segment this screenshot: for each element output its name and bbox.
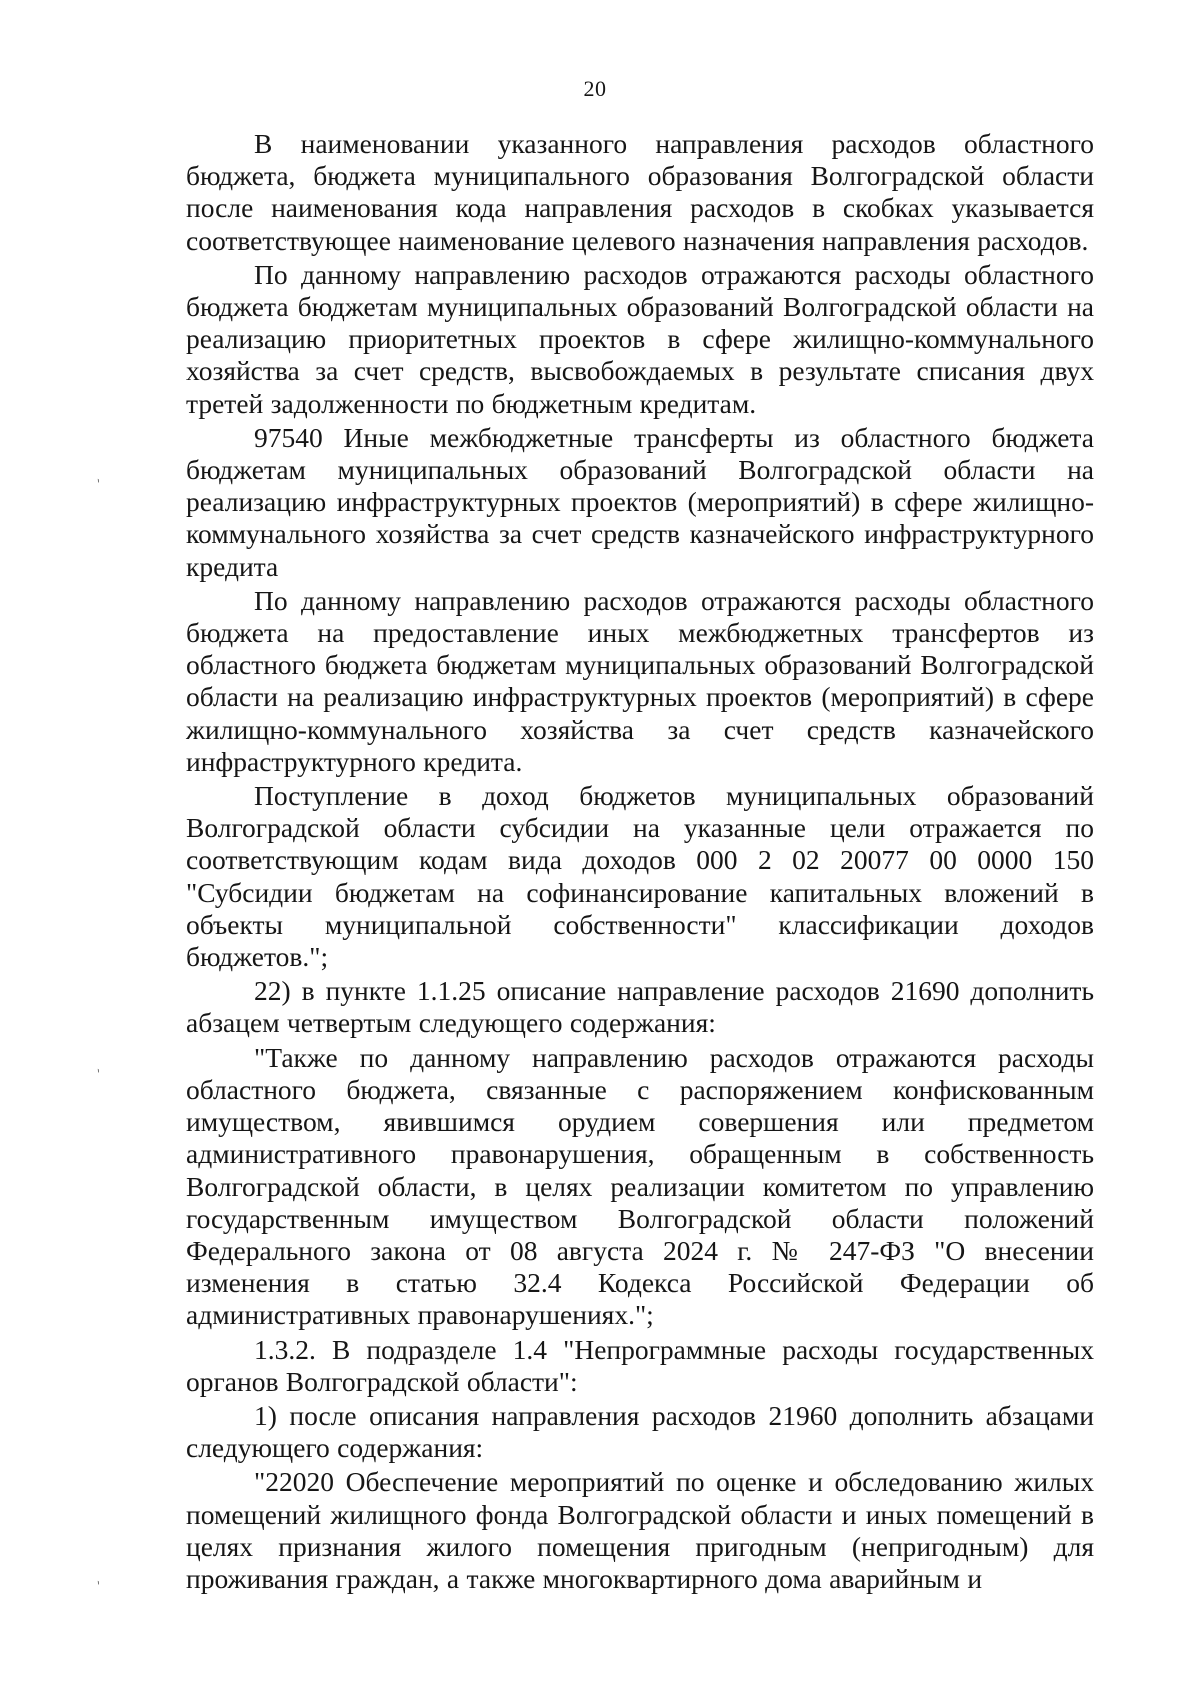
paragraph-7: "Также по данному направлению расходов отражаются расходы областного бюджета, связанные с распоряжением конфискованным имуществом, явившимся орудием совершения или предметом административного правонарушения, обращенным в собственность Волгоградской области, в целях реализации комитетом по управлению государственным имуществом Волгоградской области положений Федерального закона от 08 августа 2024 г. № 247-ФЗ "О внесении изменения в статью 32.4 Кодекса Российской Федерации об административных правонарушениях."; bbox=[186, 1041, 1094, 1331]
paragraph-4: По данному направлению расходов отражаются расходы областного бюджета на предоставление иных межбюджетных трансфертов из областного бюджета бюджетам муниципальных образований Волгоградской области на реализацию инфраструктурных проектов (мероприятий) в сфере жилищно-коммунального хозяйства за счет средств казначейского инфраструктурного кредита. bbox=[186, 584, 1094, 777]
paragraph-5: Поступление в доход бюджетов муниципальных образований Волгоградской области субсидии на указанные цели отражается по соответствующим кодам вида доходов 000 2 02 20077 00 0000 150 "Субсидии бюджетам на софинансирование капитальных вложений в объекты муниципальной собственности" классификации доходов бюджетов."; bbox=[186, 780, 1094, 973]
paragraph-10: "22020 Обеспечение мероприятий по оценке и обследованию жилых помещений жилищного фонда Волгоградской области и иных помещений в целях признания жилого помещения пригодным (непригодным) для проживания граждан, а также многоквартирного дома аварийным и bbox=[186, 1466, 1094, 1594]
scan-mark-1: ` bbox=[88, 477, 103, 495]
page-number: 20 bbox=[583, 76, 607, 101]
scan-mark-2: ` bbox=[88, 1067, 103, 1085]
paragraph-3: 97540 Иные межбюджетные трансферты из областного бюджета бюджетам муниципальных образований Волгоградской области на реализацию инфраструктурных проектов (мероприятий) в сфере жилищно-коммунального хозяйства за счет средств казначейского инфраструктурного кредита bbox=[186, 421, 1094, 582]
scan-mark-3: ` bbox=[88, 1579, 103, 1597]
paragraph-1: В наименовании указанного направления расходов областного бюджета, бюджета муниципального образования Волгоградской области после наименования кода направления расходов в скобках указывается соответствующее наименование целевого назначения направления расходов. bbox=[186, 128, 1094, 256]
paragraph-6: 22) в пункте 1.1.25 описание направление расходов 21690 дополнить абзацем четвертым следующего содержания: bbox=[186, 975, 1094, 1039]
paragraph-8: 1.3.2. В подразделе 1.4 "Непрограммные расходы государственных органов Волгоградской области": bbox=[186, 1333, 1094, 1397]
paragraph-9: 1) после описания направления расходов 21960 дополнить абзацами следующего содержания: bbox=[186, 1399, 1094, 1464]
paragraph-2: По данному направлению расходов отражаются расходы областного бюджета бюджетам муниципальных образований Волгоградской области на реализацию приоритетных проектов в сфере жилищно-коммунального хозяйства за счет средств, высвобождаемых в результате списания двух третей задолженности по бюджетным кредитам. bbox=[186, 258, 1094, 419]
document-body bbox=[186, 128, 1094, 1595]
